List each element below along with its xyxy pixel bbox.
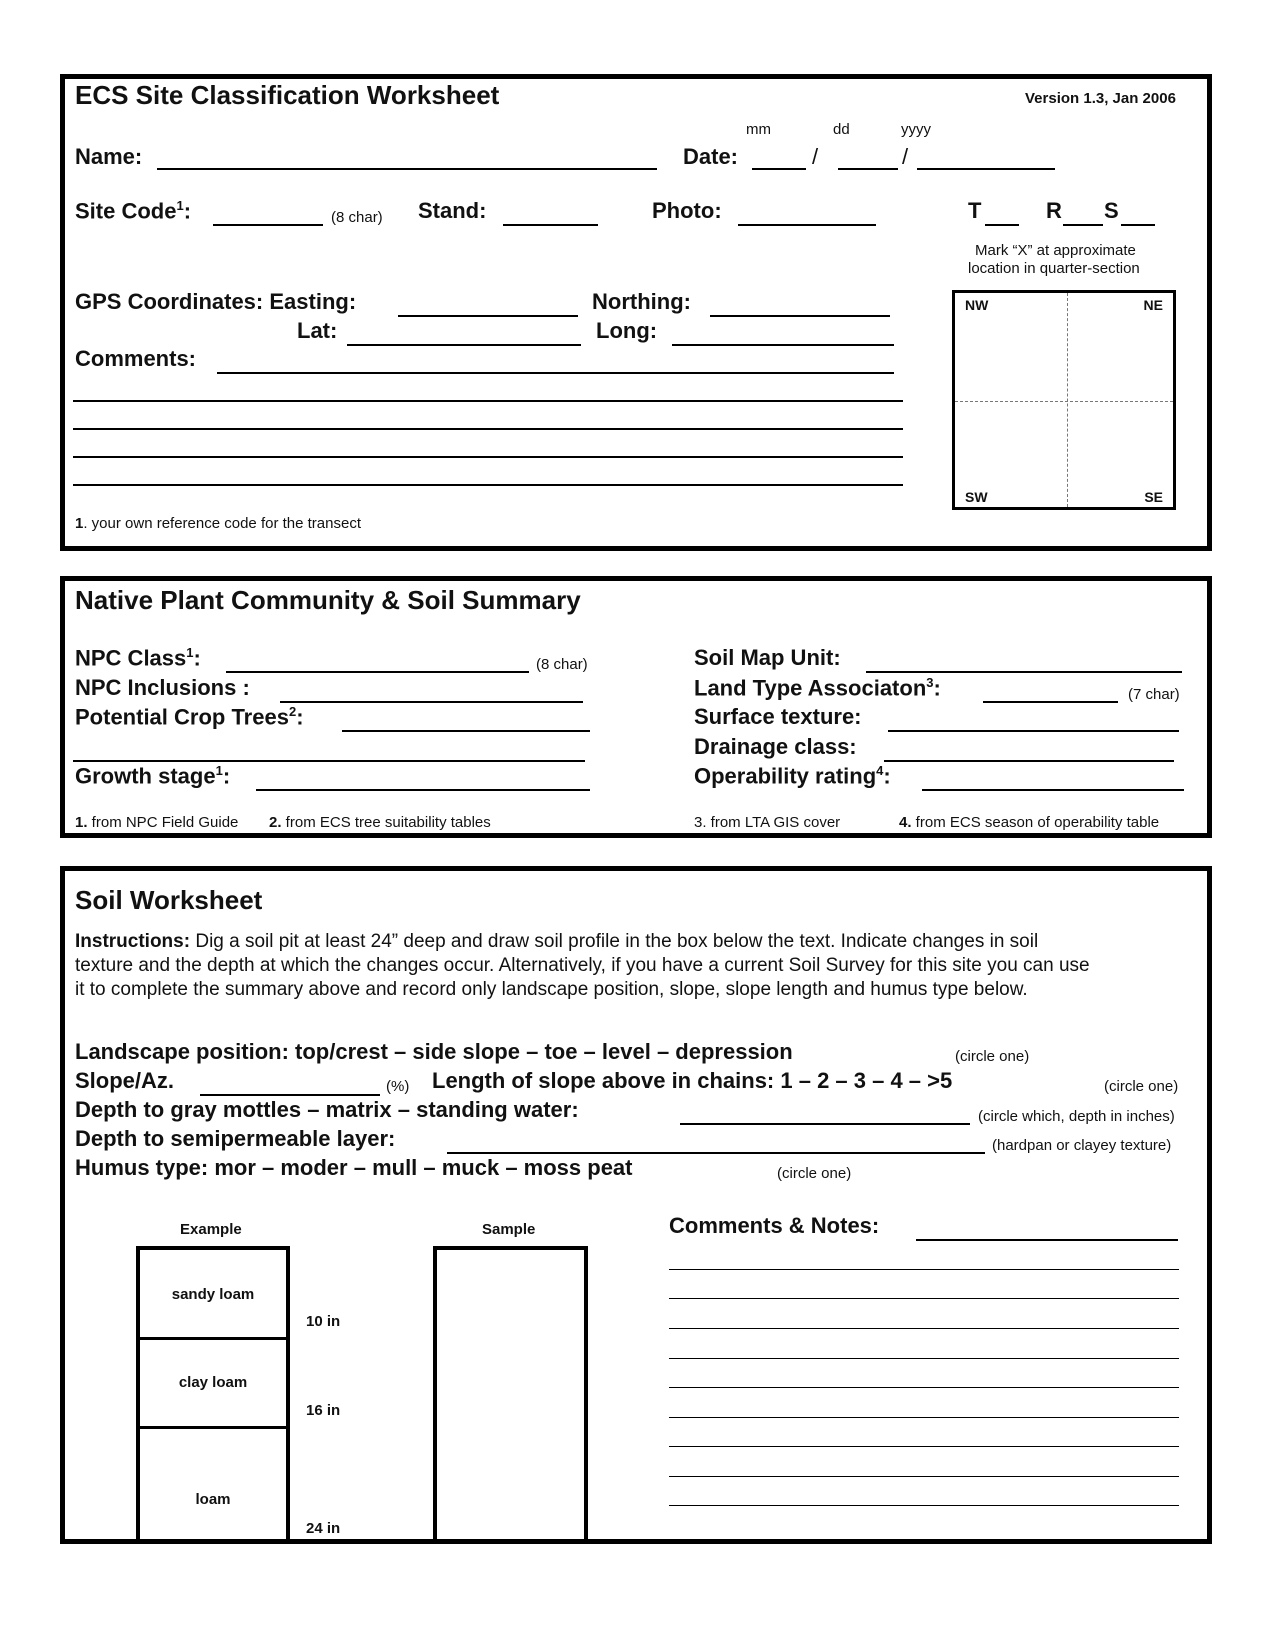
example-divider-1 (140, 1337, 286, 1340)
semipermeable-label: Depth to semipermeable layer: (75, 1126, 396, 1151)
drainage-class-label: Drainage class: (694, 734, 857, 759)
notes-line-4[interactable] (669, 1358, 1179, 1359)
name-label: Name: (75, 144, 143, 169)
section-field[interactable] (1121, 224, 1155, 226)
npc-footnote-1: 1. from NPC Field Guide (75, 814, 239, 831)
land-type-field[interactable] (983, 701, 1118, 703)
comments-label: Comments: (75, 346, 197, 371)
quadrant-nw: NW (965, 297, 989, 313)
comments-line-3[interactable] (73, 428, 903, 430)
version-label: Version 1.3, Jan 2006 (1025, 90, 1176, 107)
npc-footnote-4: 4. from ECS season of operability table (899, 814, 1160, 831)
sample-profile-box[interactable] (433, 1246, 588, 1544)
northing-field[interactable] (710, 315, 890, 317)
photo-field[interactable] (738, 224, 876, 226)
example-divider-2 (140, 1426, 286, 1429)
npc-class-hint: (8 char) (536, 656, 588, 673)
grid-horizontal-divider (955, 401, 1173, 402)
comments-line-2[interactable] (73, 400, 903, 402)
comments-notes-field[interactable] (916, 1239, 1178, 1241)
instructions-line-3: it to complete the summary above and record only landscape position, slope, slope length and humus type below. (75, 979, 1028, 1000)
gray-mottles-hint: (circle which, depth in inches) (978, 1108, 1175, 1125)
instructions-line-2: texture and the depth at which the changes occur. Alternatively, if you have a current Soil Survey for this site you can use (75, 955, 1090, 976)
date-dd-field[interactable] (838, 168, 898, 170)
quarter-section-grid[interactable] (952, 290, 1176, 510)
comments-line-5[interactable] (73, 484, 903, 486)
depth-24in: 24 in (306, 1520, 341, 1537)
quadrant-se: SE (1144, 489, 1163, 505)
growth-stage-label: Growth stage$^1$: (75, 763, 231, 789)
humus-type[interactable]: Humus type: mor – moder – mull – muck – moss peat (75, 1155, 633, 1180)
crop-trees-label: Potential Crop Trees$^2$: (75, 704, 304, 730)
notes-line-8[interactable] (669, 1476, 1179, 1477)
npc-inclusions-label: NPC Inclusions : (75, 675, 250, 700)
date-yyyy-hint: yyyy (901, 121, 931, 138)
notes-line-6[interactable] (669, 1417, 1179, 1418)
range-label: R (1046, 198, 1062, 223)
notes-line-9[interactable] (669, 1505, 1179, 1506)
grid-vertical-divider (1067, 293, 1068, 507)
slope-percent: (%) (386, 1078, 410, 1095)
example-label: Example (180, 1221, 242, 1238)
gps-easting-label: GPS Coordinates: Easting: (75, 289, 357, 314)
slope-length-hint: (circle one) (1104, 1078, 1179, 1095)
example-layer-sandy-loam: sandy loam (171, 1286, 255, 1303)
comments-notes-label: Comments & Notes: (669, 1213, 880, 1238)
soil-map-unit-label: Soil Map Unit: (694, 645, 841, 670)
easting-field[interactable] (398, 315, 578, 317)
photo-label: Photo: (652, 198, 722, 223)
depth-10in: 10 in (306, 1313, 341, 1330)
semipermeable-hint: (hardpan or clayey texture) (992, 1137, 1172, 1154)
site-code-field[interactable] (213, 224, 323, 226)
npc-footnote-3: 3. from LTA GIS cover (694, 814, 841, 831)
range-field[interactable] (1063, 224, 1103, 226)
stand-label: Stand: (418, 198, 487, 223)
example-layer-loam: loam (195, 1491, 231, 1508)
lat-field[interactable] (347, 344, 581, 346)
notes-line-7[interactable] (669, 1446, 1179, 1447)
site-code-label: Site Code$^1$: (75, 198, 192, 224)
mark-hint-2: location in quarter-section (968, 260, 1140, 277)
land-type-label: Land Type Associaton$^3$: (694, 675, 941, 701)
operability-label: Operability rating$^4$: (694, 763, 891, 789)
landscape-hint: (circle one) (955, 1048, 1030, 1065)
site-title: ECS Site Classification Worksheet (75, 80, 500, 110)
slope-label: Slope/Az. (75, 1068, 175, 1093)
mark-hint-1: Mark “X” at approximate (975, 242, 1136, 259)
notes-line-1[interactable] (669, 1269, 1179, 1270)
example-profile (136, 1246, 290, 1544)
surface-texture-label: Surface texture: (694, 704, 862, 729)
quadrant-ne: NE (1143, 297, 1163, 313)
date-mm-field[interactable] (752, 168, 806, 170)
npc-footnote-2: 2. from ECS tree suitability tables (269, 814, 491, 831)
date-mm-hint: mm (746, 121, 771, 138)
comments-line-4[interactable] (73, 456, 903, 458)
semipermeable-field[interactable] (447, 1152, 985, 1154)
date-slash-1: / (812, 144, 819, 169)
surface-texture-field[interactable] (888, 730, 1179, 732)
growth-stage-field[interactable] (256, 789, 590, 791)
sample-label: Sample (482, 1221, 536, 1238)
township-field[interactable] (985, 224, 1019, 226)
npc-class-label: NPC Class$^1$: (75, 645, 201, 671)
township-label: T (968, 198, 982, 223)
lat-label: Lat: (297, 318, 338, 343)
humus-hint: (circle one) (777, 1165, 852, 1182)
gray-mottles-label[interactable]: Depth to gray mottles – matrix – standing water: (75, 1097, 579, 1122)
section1-footnote: 1. your own reference code for the transect (75, 515, 361, 532)
example-layer-clay-loam: clay loam (178, 1374, 248, 1391)
soil-title: Soil Worksheet (75, 885, 263, 915)
date-slash-2: / (902, 144, 909, 169)
crop-trees-field[interactable] (342, 730, 590, 732)
date-yyyy-field[interactable] (917, 168, 1055, 170)
npc-inclusions-field[interactable] (280, 701, 583, 703)
landscape-position[interactable]: Landscape position: top/crest – side slope – toe – level – depression (75, 1039, 793, 1064)
notes-line-5[interactable] (669, 1387, 1179, 1388)
land-type-hint: (7 char) (1128, 686, 1180, 703)
notes-line-2[interactable] (669, 1298, 1179, 1299)
name-field[interactable] (157, 168, 657, 170)
drainage-class-field[interactable] (884, 760, 1174, 762)
long-field[interactable] (672, 344, 894, 346)
comments-field[interactable] (217, 372, 894, 374)
northing-label: Northing: (592, 289, 691, 314)
section-label: S (1104, 198, 1119, 223)
depth-16in: 16 in (306, 1402, 341, 1419)
instructions-line-1: Instructions: Dig a soil pit at least 24” deep and draw soil profile in the box below the text. Indicate changes in soil (75, 931, 1039, 952)
date-label: Date: (683, 144, 739, 169)
notes-line-3[interactable] (669, 1328, 1179, 1329)
site-code-hint: (8 char) (331, 209, 383, 226)
soil-map-unit-field[interactable] (866, 671, 1182, 673)
slope-field[interactable] (200, 1094, 380, 1096)
date-dd-hint: dd (833, 121, 850, 138)
slope-length[interactable]: Length of slope above in chains: 1 – 2 – 3 – 4 – >5 (432, 1068, 953, 1093)
gray-mottles-field[interactable] (680, 1123, 970, 1125)
stand-field[interactable] (503, 224, 598, 226)
long-label: Long: (596, 318, 658, 343)
npc-class-field[interactable] (226, 671, 529, 673)
operability-field[interactable] (922, 789, 1184, 791)
crop-trees-line-2[interactable] (73, 760, 585, 762)
quadrant-sw: SW (965, 489, 988, 505)
npc-title: Native Plant Community & Soil Summary (75, 585, 581, 615)
